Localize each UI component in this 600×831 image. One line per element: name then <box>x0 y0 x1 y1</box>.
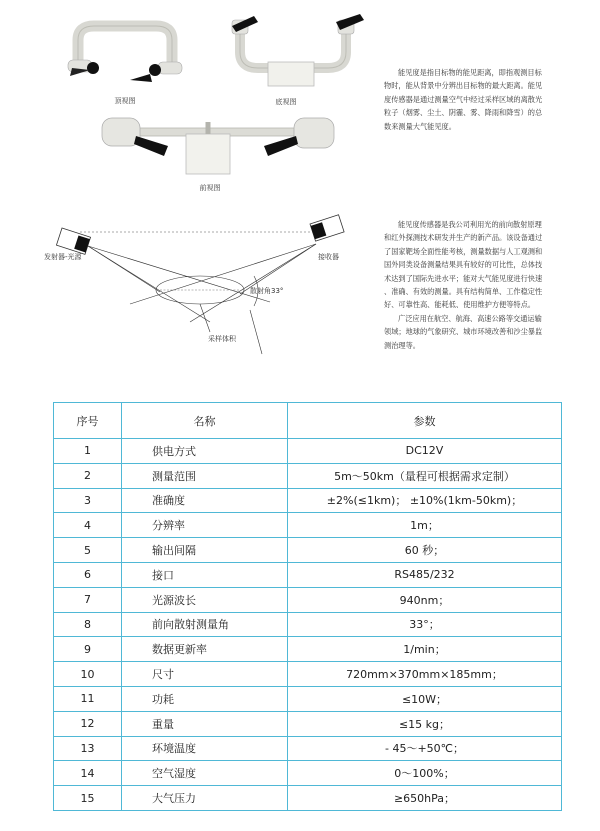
row-value: ±2%(≤1km)； ±10%(1km-50km)； <box>288 488 562 513</box>
sampling-volume-label: 采样体积 <box>208 335 236 343</box>
paragraph-line: 了国家靶场全面性能考核，测量数据与人工观测和 <box>384 246 543 256</box>
paragraph-line: 能见度是指目标物的能见距离，即指观测目标 <box>398 68 542 77</box>
row-value: 33°； <box>288 612 562 637</box>
table-row <box>54 513 562 538</box>
product-description-paragraph <box>384 218 592 352</box>
row-value: ≥650hPa； <box>288 786 562 811</box>
row-value: 0～100%； <box>288 761 562 786</box>
row-index: 10 <box>54 662 122 687</box>
paragraph-line: 术达到了国际先进水平；能对大气能见度进行快速 <box>384 273 543 283</box>
top-view-figure <box>60 10 190 90</box>
table-row <box>54 439 562 464</box>
row-index: 15 <box>54 786 122 811</box>
table-row <box>54 637 562 662</box>
row-value: 1m； <box>288 513 562 538</box>
row-index: 5 <box>54 538 122 563</box>
table-row <box>54 686 562 711</box>
front-view-figure <box>98 112 338 182</box>
row-value: ≤15 kg； <box>288 711 562 736</box>
row-value: 60 秒； <box>288 538 562 563</box>
row-name: 前向散射测量角 <box>122 612 288 637</box>
row-name: 功耗 <box>122 686 288 711</box>
row-index: 2 <box>54 463 122 488</box>
row-index: 11 <box>54 686 122 711</box>
table-row <box>54 562 562 587</box>
top-view-caption: 顶视图 <box>114 97 136 105</box>
paragraph-line: 、准确、有效的测量。具有结构简单、工作稳定性 <box>384 287 543 297</box>
table-row <box>54 488 562 513</box>
bottom-view-caption: 底视图 <box>275 98 297 106</box>
row-value: 1/min； <box>288 637 562 662</box>
table-row <box>54 538 562 563</box>
scattering-diagram <box>40 214 360 364</box>
row-name: 光源波长 <box>122 587 288 612</box>
row-index: 13 <box>54 736 122 761</box>
row-name: 环境温度 <box>122 736 288 761</box>
row-index: 7 <box>54 587 122 612</box>
paragraph-line: 物时，能从背景中分辨出目标物的最大距离。能见 <box>384 81 543 91</box>
row-value: 720mm×370mm×185mm； <box>288 662 562 687</box>
row-index: 9 <box>54 637 122 662</box>
emitter-label: 发射器-光源 <box>44 253 82 261</box>
header-param: 参数 <box>288 403 562 439</box>
row-index: 12 <box>54 711 122 736</box>
paragraph-line: 度传感器是通过测量空气中经过采样区域的离散光 <box>384 94 543 104</box>
front-view-caption: 前视图 <box>199 184 221 192</box>
row-index: 14 <box>54 761 122 786</box>
receiver-label: 接收器 <box>318 253 339 261</box>
row-name: 供电方式 <box>122 439 288 464</box>
spec-table <box>53 402 562 811</box>
paragraph-line: 领域；地球的气象研究、城市环境改善和沙尘暴监 <box>384 327 543 337</box>
row-index: 8 <box>54 612 122 637</box>
row-name: 空气湿度 <box>122 761 288 786</box>
paragraph-line: 好、可靠性高、能耗低、使用维护方便等特点。 <box>384 300 535 310</box>
table-row <box>54 736 562 761</box>
visibility-definition-paragraph <box>384 66 592 133</box>
table-row <box>54 612 562 637</box>
header-index: 序号 <box>54 403 122 439</box>
table-row <box>54 761 562 786</box>
paragraph-line: 能见度传感器是我公司利用光的前向散射原理 <box>398 220 542 229</box>
scatter-angle-label: 散射角33° <box>250 287 284 295</box>
row-value: RS485/232 <box>288 562 562 587</box>
paragraph-line: 广泛应用在航空、航海、高速公路等交通运输 <box>398 313 542 323</box>
paragraph-line: 测治理等。 <box>384 340 420 350</box>
row-index: 1 <box>54 439 122 464</box>
bottom-view-figure <box>218 6 368 94</box>
row-name: 接口 <box>122 562 288 587</box>
row-name: 准确度 <box>122 488 288 513</box>
table-row <box>54 711 562 736</box>
row-value: 940nm； <box>288 587 562 612</box>
table-row <box>54 587 562 612</box>
row-value: DC12V <box>288 439 562 464</box>
paragraph-line: 数来测量大气能见度。 <box>384 121 456 131</box>
paragraph-line: 和红外探测技术研发并生产的新产品。该设备通过 <box>384 233 543 243</box>
table-header-row <box>54 403 562 439</box>
row-name: 测量范围 <box>122 463 288 488</box>
table-row <box>54 786 562 811</box>
row-name: 输出间隔 <box>122 538 288 563</box>
row-name: 分辨率 <box>122 513 288 538</box>
row-name: 大气压力 <box>122 786 288 811</box>
row-value: ≤10W； <box>288 686 562 711</box>
paragraph-line: 粒子（烟雾、尘土、阴霾、雾、降雨和降雪）的总 <box>384 108 543 118</box>
row-value: - 45～+50℃； <box>288 736 562 761</box>
row-index: 3 <box>54 488 122 513</box>
table-row <box>54 662 562 687</box>
row-name: 重量 <box>122 711 288 736</box>
row-name: 数据更新率 <box>122 637 288 662</box>
row-name: 尺寸 <box>122 662 288 687</box>
row-value: 5m～50km（量程可根据需求定制） <box>288 463 562 488</box>
header-name: 名称 <box>122 403 288 439</box>
row-index: 6 <box>54 562 122 587</box>
row-index: 4 <box>54 513 122 538</box>
paragraph-line: 国外同类设备测量结果具有较好的可比性，总体技 <box>384 260 543 270</box>
table-row <box>54 463 562 488</box>
